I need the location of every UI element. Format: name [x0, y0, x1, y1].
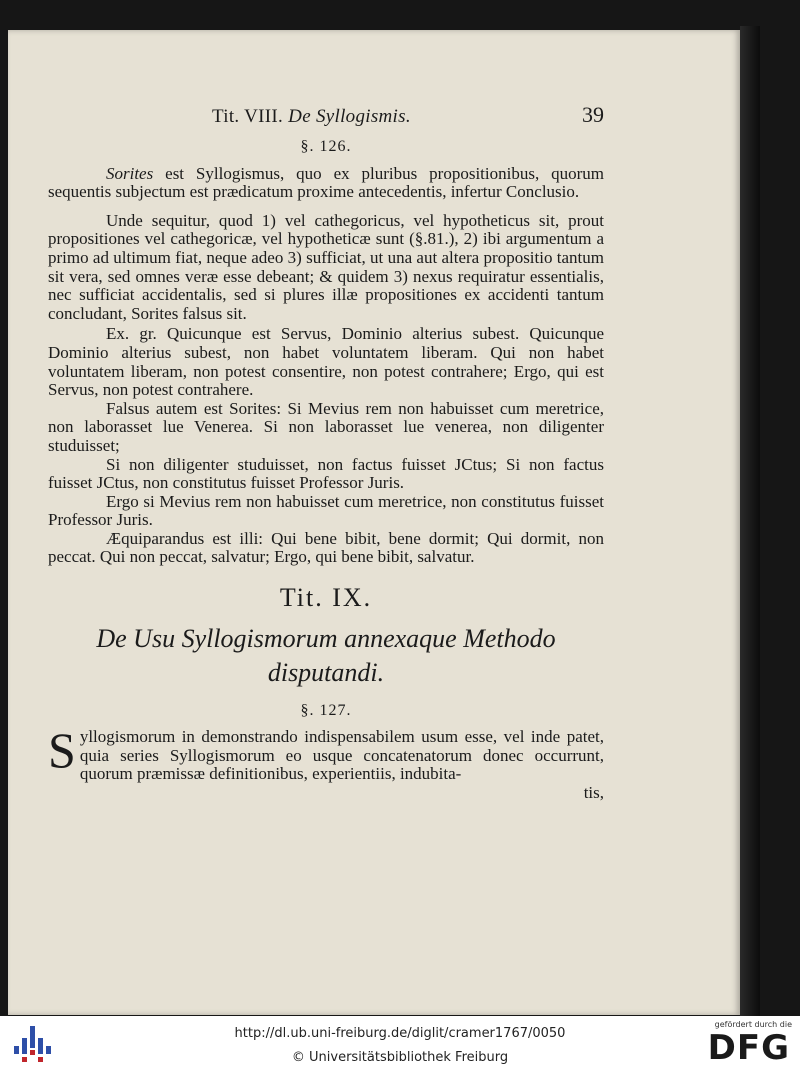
- paragraph-syllogism-use: [48, 722, 604, 784]
- viewer-footer: [0, 1016, 800, 1072]
- term-sorites: Sorites: [106, 163, 154, 183]
- running-title: [212, 108, 411, 127]
- definition-text: est Syllogismus, quo ex pluribus propositionibus, quorum sequentis subjectum est prædicatum proxime antecedentis, infertur Conclusio.: [48, 163, 604, 202]
- copyright-notice: © Universitätsbibliothek Freiburg: [291, 1050, 509, 1065]
- paragraph-definition: [48, 165, 604, 202]
- catchword: tis,: [583, 783, 604, 803]
- page-content: [48, 102, 604, 803]
- dfg-logo-icon: DFG: [707, 1028, 790, 1068]
- paragraph-conclusion: Ergo si Mevius rem non habuisset cum meretrice, non constitutus fuisset Professor Juris.: [48, 491, 604, 530]
- section-number-127: §. 127.: [300, 701, 352, 719]
- paragraph-false-sorites-cont: Si non diligenter studuisset, non factus fuisset JCtus; Si non factus fuisset JCtus, non constitutus fuisset Professor Juris.: [48, 454, 604, 493]
- drop-cap: S: [48, 722, 76, 779]
- paragraph-comparison: Æquiparandus est illi: Qui bene bibit, bene dormit; Qui dormit, non peccat. Qui non peccat, salvatur; Ergo, qui bene bibit, salvatur.: [48, 528, 604, 567]
- chapter-title-line2: disputandi.: [267, 657, 385, 687]
- chapter-title-line1: De Usu Syllogismorum annexaque Methodo: [96, 623, 556, 653]
- running-title-italic: De Syllogismis.: [288, 106, 411, 127]
- paragraph-example: Ex. gr. Quicunque est Servus, Dominio alterius subest. Quicunque Dominio alterius subest, non habet voluntatem liberam. Qui non habet voluntatem liberam, non potest consentire, non potest contrahere; Ergo, qui est Servus, non potest contrahere.: [48, 324, 604, 400]
- section-number-126: §. 126.: [300, 138, 352, 155]
- permalink-url[interactable]: http://dl.ub.uni-freiburg.de/diglit/cramer1767/0050: [234, 1026, 566, 1041]
- running-title-prefix: Tit. VIII.: [212, 106, 284, 127]
- paragraph-consequences: Unde sequitur, quod 1) vel cathegoricus, vel hypotheticus sit, prout propositiones vel cathegoricæ, vel hypotheticæ sunt (§.81.), 2) ibi argumentum a primo ad ultimum fiat, neque adeo 3) sufficiat, ut una aut altera propositio tantum sit vera, sed omnes veræ esse debeant; & quidem 3) nexus requiratur essentialis, nec sufficiat accidentalis, sed si plures illæ propositiones ex accidenti tantum concludant, Sorites falsus sit.: [48, 210, 604, 323]
- book-page: [8, 30, 740, 1015]
- paragraph-text: yllogismorum in demonstrando indispensabilem usum esse, vel inde patet, quia series Syllogismorum eo usque concatenatorum donec occurrunt, quorum præmissæ definitionibus, experientiis, indubita-: [79, 727, 604, 784]
- page-number: 39: [582, 102, 604, 127]
- paragraph-false-sorites: Falsus autem est Sorites: Si Mevius rem non habuisset cum meretrice, non laborasset lue Venerea. Si non laborasset lue venerea, non diligenter studuisset;: [48, 398, 604, 455]
- running-head: [48, 102, 604, 134]
- chapter-heading: Tit. IX.: [279, 583, 373, 613]
- funding-note: gefördert durch die: [714, 1020, 792, 1029]
- page-edge: [740, 26, 760, 1016]
- chapter-title: [48, 622, 604, 690]
